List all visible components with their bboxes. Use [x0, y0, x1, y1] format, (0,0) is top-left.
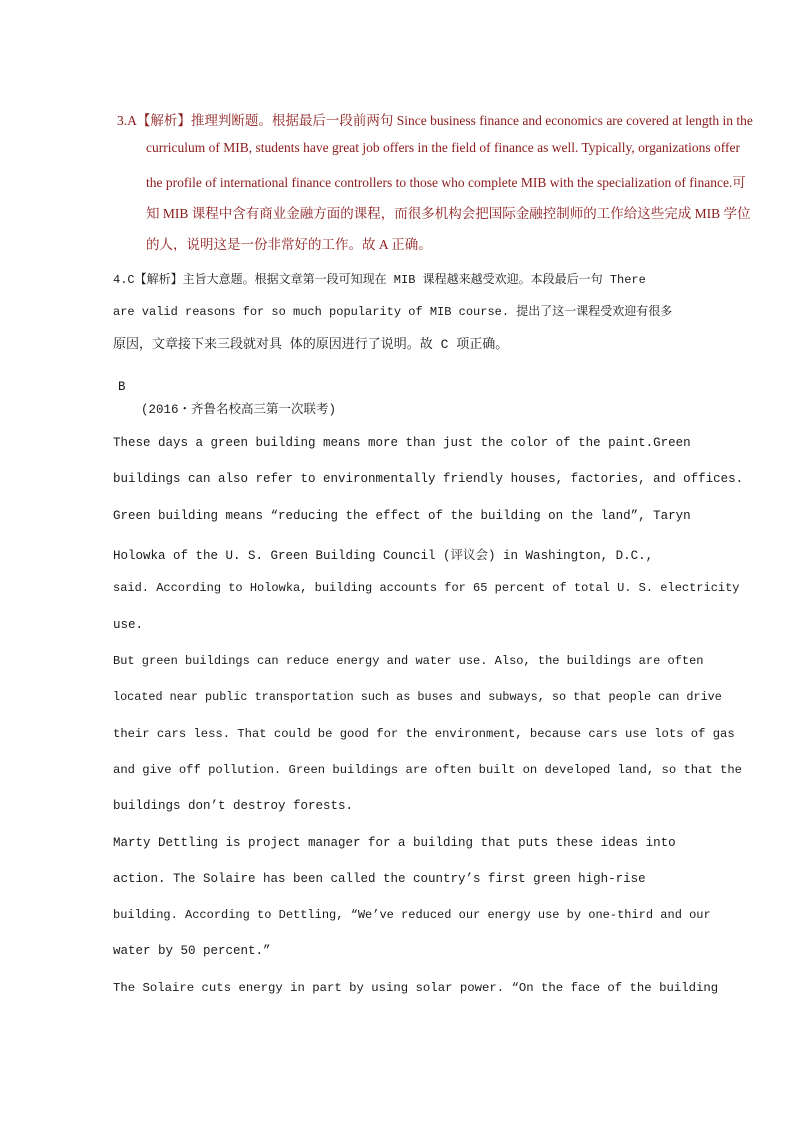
- passage-line: located near public transportation such as buses and subways, so that people can drive: [113, 690, 722, 704]
- answer-4-line-3: 原因，文章接下来三段就对具 体的原因进行了说明。故 C 项正确。: [113, 337, 509, 352]
- passage-line: buildings don’t destroy forests.: [113, 799, 354, 813]
- passage-line: buildings can also refer to environmentally friendly houses, factories, and offices.: [113, 472, 744, 486]
- passage-line: use.: [113, 618, 144, 632]
- answer-4-line-2: are valid reasons for so much popularity of MIB course. 提出了这一课程受欢迎有很多: [113, 305, 673, 319]
- answer-3-line-1: 3.A【解析】推理判断题。根据最后一段前两句 Since business finance and economics are covered at length in the: [117, 113, 753, 128]
- passage-line: These days a green building means more than just the color of the paint.Green: [113, 436, 691, 450]
- answer-3-line-5: 的人，说明这是一份非常好的工作。故 A 正确。: [146, 237, 432, 252]
- passage-line: action. The Solaire has been called the country’s first green high-rise: [113, 872, 646, 886]
- answer-3-line-4: 知 MIB 课程中含有商业金融方面的课程，而很多机构会把国际金融控制师的工作给这些完成 MIB 学位: [146, 206, 751, 221]
- passage-line: The Solaire cuts energy in part by using solar power. “On the face of the building: [113, 981, 719, 995]
- passage-line: building. According to Dettling, “We’ve reduced our energy use by one-third and our: [113, 908, 711, 922]
- passage-source: (2016・齐鲁名校高三第一次联考): [141, 403, 337, 417]
- passage-line: But green buildings can reduce energy and water use. Also, the buildings are often: [113, 654, 704, 668]
- answer-3-line-2: curriculum of MIB, students have great job offers in the field of finance as well. Typically, organizations offer: [146, 140, 741, 155]
- answer-3-line-3: the profile of international finance controllers to those who complete MIB with the specialization of finance.可: [146, 175, 746, 190]
- passage-line: Holowka of the U. S. Green Building Council (评议会) in Washington, D.C.,: [113, 549, 654, 563]
- passage-line: Marty Dettling is project manager for a building that puts these ideas into: [113, 836, 676, 850]
- passage-line: water by 50 percent.”: [113, 944, 271, 958]
- passage-line: said. According to Holowka, building accounts for 65 percent of total U. S. electricity: [113, 581, 740, 595]
- answer-4-line-1: 4.C【解析】主旨大意题。根据文章第一段可知现在 MIB 课程越来越受欢迎。本段最后一句 There: [113, 273, 646, 287]
- passage-line: and give off pollution. Green buildings are often built on developed land, so that the: [113, 763, 742, 777]
- passage-line: their cars less. That could be good for the environment, because cars use lots of gas: [113, 727, 735, 741]
- passage-label: B: [118, 380, 126, 394]
- passage-line: Green building means “reducing the effect of the building on the land”, Taryn: [113, 509, 691, 523]
